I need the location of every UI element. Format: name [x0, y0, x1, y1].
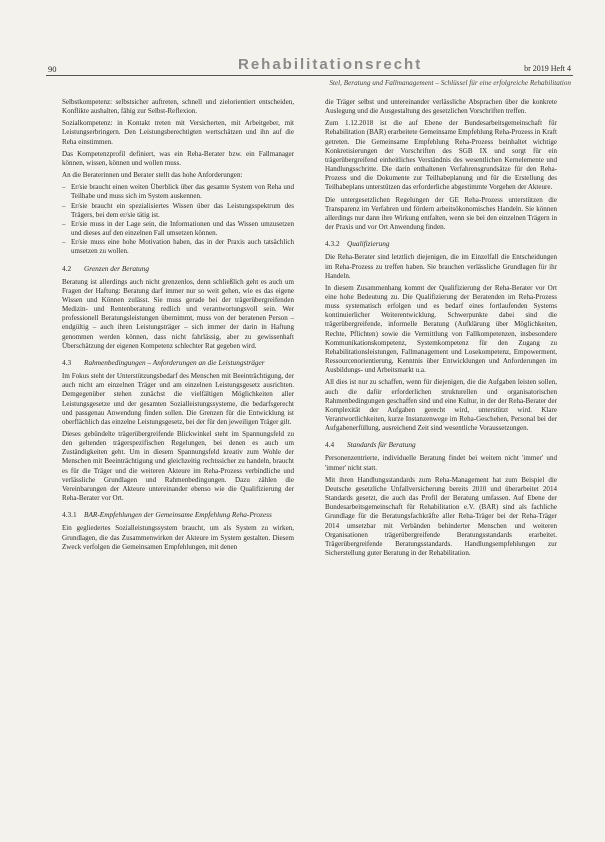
paragraph: Beratung ist allerdings auch nicht grenzenlos, denn schließlich geht es auch um Fragen der Haftung: Beratung darf immer nur so weit gehen, wie es das eigene Wissen und Können zulässt. Sie muss gerade bei der trägerübergreifenden Medizin- und Rentenberatung redlich und verantwortungsvoll sein. Wer professionell Beratungsleistungen übernimmt, muss von der beratenen Person – endgültig – auch ihren Leistungsträger – sich immer der darin in Haftung genommen werden können, dass nicht fahrlässig, aber zu gewissenhaft Überschätzung der eigenen Kompetenz schlechter Rat gegeben wird. [62, 277, 294, 350]
bullet-item: – Er/sie muss eine hohe Motivation haben, das in der Praxis auch tatsächlich umsetzen zu wollen. [71, 238, 294, 256]
paragraph: Selbstkompetenz: selbstsicher auftreten, schnell und zielorientiert entscheiden, Konflikte aushalten, fähig zur Selbst-Reflexion. [62, 98, 294, 116]
right-column [325, 98, 557, 561]
section-heading [62, 510, 294, 519]
bullet-item: – Er/sie braucht einen weiten Überblick über das gesamte System von Reha und Teilhabe und muss sich im System auskennen. [71, 183, 294, 201]
paragraph: die Träger selbst und untereinander verlässliche Absprachen über die konkrete Auslegung und die Ausgestaltung des gesetzlichen Vorschriften treffen. [325, 98, 557, 116]
paragraph: Mit ihren Handlungsstandards zum Reha-Management hat zum Beispiel die Deutsche gesetzliche Unfallversicherung bereits 2010 und überarbeitet 2014 Standards gesetzt, die auch das Profil der Beratung umfassen. Auf Ebene der Bundesarbeitsgemeinschaft für Rehabilitation e.V. (BAR) sind als fachliche Grundlage für die Beratungsfachkräfte aller Reha-Träger bei der Reha-Träger 2014 umsetzbar mit Verbänden behinderter Menschen und weiteren Organisationen trägerübergreifende Beratungsstandards erarbeitet. Trägerübergreifende Beratungsstandards. Handlungsempfehlungen zur Sicherstellung guter Beratung in der Rehabilitation. [325, 475, 557, 558]
paragraph: Zum 1.12.2018 ist die auf Ebene der Bundesarbeitsgemeinschaft für Rehabilitation (BAR) erarbeitete Gemeinsame Empfehlung Reha-Prozess in Kraft getreten. Die Gemeinsame Empfehlung Reha-Prozess beinhaltet wichtige Konkretisierungen der Vorschriften des SGB IX und sorgt für ein trägerübergreifend einheitliches Verständnis des wesentlichen Kernelemente und Handlungsschritte. Die darin enthaltenen Verfahrensgrundsätze für den Reha-Prozess und die Dokumente zur Teilhabeplanung und für die Erstellung des Teilhabeplans unterstützen das erforderliche abgestimmte Vorgehen der Akteure. [325, 119, 557, 192]
section-heading [325, 440, 557, 449]
page-number: 90 [48, 64, 57, 74]
paragraph: Personenzentrierte, individuelle Beratung findet bei weitem nicht 'immer' und 'immer' nicht statt. [325, 454, 557, 472]
section-title: Qualifizierung [347, 239, 390, 249]
paragraph: In diesem Zusammenhang kommt der Qualifizierung der Reha-Berater vor Ort eine hohe Bedeutung zu. Die Qualifizierung der Beratenden im Reha-Prozess muss systematisch erfolgen und es bedarf eines fortlaufenden Systems kontinuierlicher Weiterentwicklung. Schwerpunkte dabei sind die trägerübergreifende, informelle Beratung (Aufklärung über Möglichkeiten, Rechte, Pflichten) sowie die Vermittlung von Fallkompetenzen, insbesondere Kommunikationskompetenz, Systemkompetenz für den Zugang zu Rehabilitationsleistungen, Fallmanagement und Losekompetenz, Empowerment, Ressourcenorientierung, Kenntnis über Entwicklungen und Anforderungen im Ausbildungs- und Arbeitsmarkt u.a. [325, 283, 557, 375]
bullet-list [62, 183, 294, 256]
section-number: 4.2 [62, 263, 72, 273]
section-number: 4.3.2 [325, 239, 340, 249]
bullet-item: – Er/sie braucht ein spezialisiertes Wissen über das Leistungsspektrum des Trägers, bei dem er/sie tätig ist. [71, 202, 294, 220]
running-subtitle: Stel, Beratung und Fallmanagement – Schlüssel für eine erfolgreiche Rehabilitation [329, 79, 571, 87]
section-number: 4.3.1 [62, 510, 77, 520]
section-title: Standards für Beratung [347, 440, 416, 450]
issue-label: br 2019 Heft 4 [524, 64, 571, 73]
paragraph: Dieses gebündelte trägerübergreifende Blickwinkel steht im Spannungsfeld zu den geltenden trägerspezifischen Regelungen, bei denen es auch um Zuständigkeiten geht. Um in diesem Spannungsfeld kreativ zum Wohle der Menschen mit Beeinträchtigung und gleichzeitig rechtssicher zu handeln, braucht es für die Träger und die weiteren Akteure im Reha-Prozess verbindliche und verlässliche Grundlagen und Rahmenbedingungen. Dazu zählen die Vereinbarungen der Akteure untereinander ebenso wie die Qualifizierung der Reha-Berater vor Ort. [62, 430, 294, 503]
paragraph: Das Kompetenzprofil definiert, was ein Reha-Berater bzw. ein Fallmanager können, wissen, können und wollen muss. [62, 149, 294, 167]
paragraph: Ein gegliedertes Sozialleistungssystem braucht, um als System zu wirken, Grundlagen, die das Zusammenwirken der Akteure im System gestalten. Diesem Zweck verfolgen die Gemeinsamen Empfehlungen, mit denen [62, 524, 294, 551]
section-heading [62, 358, 294, 367]
section-number: 4.3 [62, 357, 72, 367]
section-title: Rahmenbedingungen – Anforderungen an die Leistungsträger [84, 357, 265, 367]
section-heading [62, 264, 294, 273]
left-column [62, 98, 294, 555]
section-title: Grenzen der Beratung [84, 263, 149, 273]
bullet-item: – Er/sie muss in der Lage sein, die Informationen und das Wissen umzusetzen und dieses auf den einzelnen Fall umsetzen können. [71, 220, 294, 238]
paragraph: Im Fokus steht der Unterstützungsbedarf des Menschen mit Beeinträchtigung, der auch nicht am einzelnen Träger und am einzelnen Leistungsgesetz ausrichten. Demgegenüber stehen zunächst die vielfältigen Möglichkeiten aller Leistungsgesetze und der gesamten Sozialleistungssysteme, die bedarfsgerecht und passgenau Anwendung finden sollen. Die Grenzen für die Entwicklung ist oberflächlich das einzelne Leistungsgesetz, bei der für den jeweiligen Träger gilt. [62, 372, 294, 426]
paragraph: Sozialkompetenz: in Kontakt treten mit Versicherten, mit Arbeitgeber, mit Leistungserbringern. Den Leistungsberechtigten wertschätzen und ihn auf die Reha einstimmen. [62, 119, 294, 146]
paragraph: An die Beraterinnen und Berater stellt das hohe Anforderungen: [62, 171, 243, 180]
paragraph: Die Reha-Berater sind letztlich diejenigen, die im Einzelfall die Entscheidungen im Reha-Prozess zu treffen haben. Sie brauchen verlässliche Grundlagen für ihr Handeln. [325, 253, 557, 280]
journal-title: Rehabilitationsrecht [238, 56, 423, 73]
page-header [38, 0, 577, 90]
section-title: BAR-Empfehlungen der Gemeinsame Empfehlung Reha-Prozess [84, 510, 272, 520]
section-number: 4.4 [325, 440, 335, 450]
section-heading [325, 239, 557, 248]
header-rule [46, 75, 573, 76]
paragraph: All dies ist nur zu schaffen, wenn für diejenigen, die die Aufgaben leisten sollen, auch die dafür erforderlichen strukturellen und organisatorischen Rahmenbedingungen geschaffen sind und eine Kultur, in der der Reha-Berater der Komplexität der Aufgaben gerecht wird, unterstützt wird. Klare Verantwortlichkeiten, kurze Instanzenwege im Reha-Geschehen, Personal bei der Aufgabenerfüllung, ausreichend Zeit sind wesentliche Voraussetzungen. [325, 378, 557, 433]
paragraph: Die untergesetzlichen Regelungen der GE Reha-Prozess unterstützen die Transparenz im Verfahren und fördern arbeitsökonomisches Handeln. Sie können allerdings nur dann ihre Wirkung entfalten, wenn sie bei den einzelnen Trägern in der Praxis und vor Ort Anwendung finden. [325, 195, 557, 232]
